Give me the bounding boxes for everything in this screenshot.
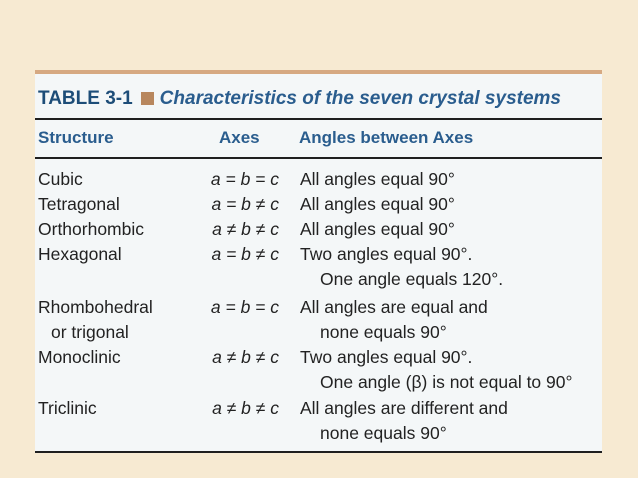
structure-name: Monoclinic <box>38 347 121 367</box>
structure-cell <box>38 192 120 217</box>
header-angles: Angles between Axes <box>299 128 474 147</box>
structure-cell <box>38 242 122 267</box>
structure-name: or trigonal <box>51 322 129 342</box>
header-bottom-rule <box>35 157 602 159</box>
angles-line: All angles equal 90° <box>300 169 455 189</box>
angles-cell <box>300 345 573 395</box>
angles-cell <box>300 217 455 242</box>
structure-cell <box>38 396 97 421</box>
structure-name: Rhombohedral <box>38 297 153 317</box>
axes-cell: a = b ≠ c <box>211 244 279 264</box>
angles-cell <box>300 167 455 192</box>
structure-cell <box>38 345 121 370</box>
structure-cell <box>38 217 144 242</box>
structure-name: Tetragonal <box>38 194 120 214</box>
table-number: TABLE 3-1 <box>38 88 133 109</box>
header-top-rule <box>35 118 602 120</box>
structure-name: Cubic <box>38 169 83 189</box>
structure-cell <box>38 167 83 192</box>
structure-name: Hexagonal <box>38 244 122 264</box>
table-caption: Characteristics of the seven crystal systems <box>159 88 561 109</box>
angles-line: All angles are different and <box>300 398 508 418</box>
angles-line: All angles equal 90° <box>300 219 455 239</box>
table-title <box>38 85 561 113</box>
angles-line: One angle (β) is not equal to 90° <box>320 372 573 392</box>
table-bottom-rule <box>35 451 602 453</box>
angles-cell <box>300 295 488 345</box>
table-panel <box>35 70 602 453</box>
axes-cell: a ≠ b ≠ c <box>212 219 279 239</box>
angles-line: All angles equal 90° <box>300 194 455 214</box>
structure-cell <box>38 295 153 345</box>
angles-line: One angle equals 120°. <box>320 269 504 289</box>
header-structure: Structure <box>38 128 114 147</box>
structure-name: Triclinic <box>38 398 97 418</box>
angles-cell <box>300 396 508 446</box>
angles-line: All angles are equal and <box>300 297 488 317</box>
axes-cell: a ≠ b ≠ c <box>212 347 279 367</box>
angles-cell <box>300 192 455 217</box>
axes-cell: a ≠ b ≠ c <box>212 398 279 418</box>
structure-name: Orthorhombic <box>38 219 145 239</box>
angles-cell <box>300 242 503 292</box>
header-axes: Axes <box>219 128 260 147</box>
accent-bar <box>35 70 602 74</box>
angles-line: Two angles equal 90°. <box>300 244 473 264</box>
axes-cell: a = b = c <box>210 169 279 189</box>
angles-line: none equals 90° <box>320 423 447 443</box>
angles-line: Two angles equal 90°. <box>300 347 473 367</box>
axes-cell: a = b ≠ c <box>211 194 279 214</box>
square-icon <box>141 92 154 105</box>
axes-cell: a = b = c <box>210 297 279 317</box>
angles-line: none equals 90° <box>320 322 447 342</box>
